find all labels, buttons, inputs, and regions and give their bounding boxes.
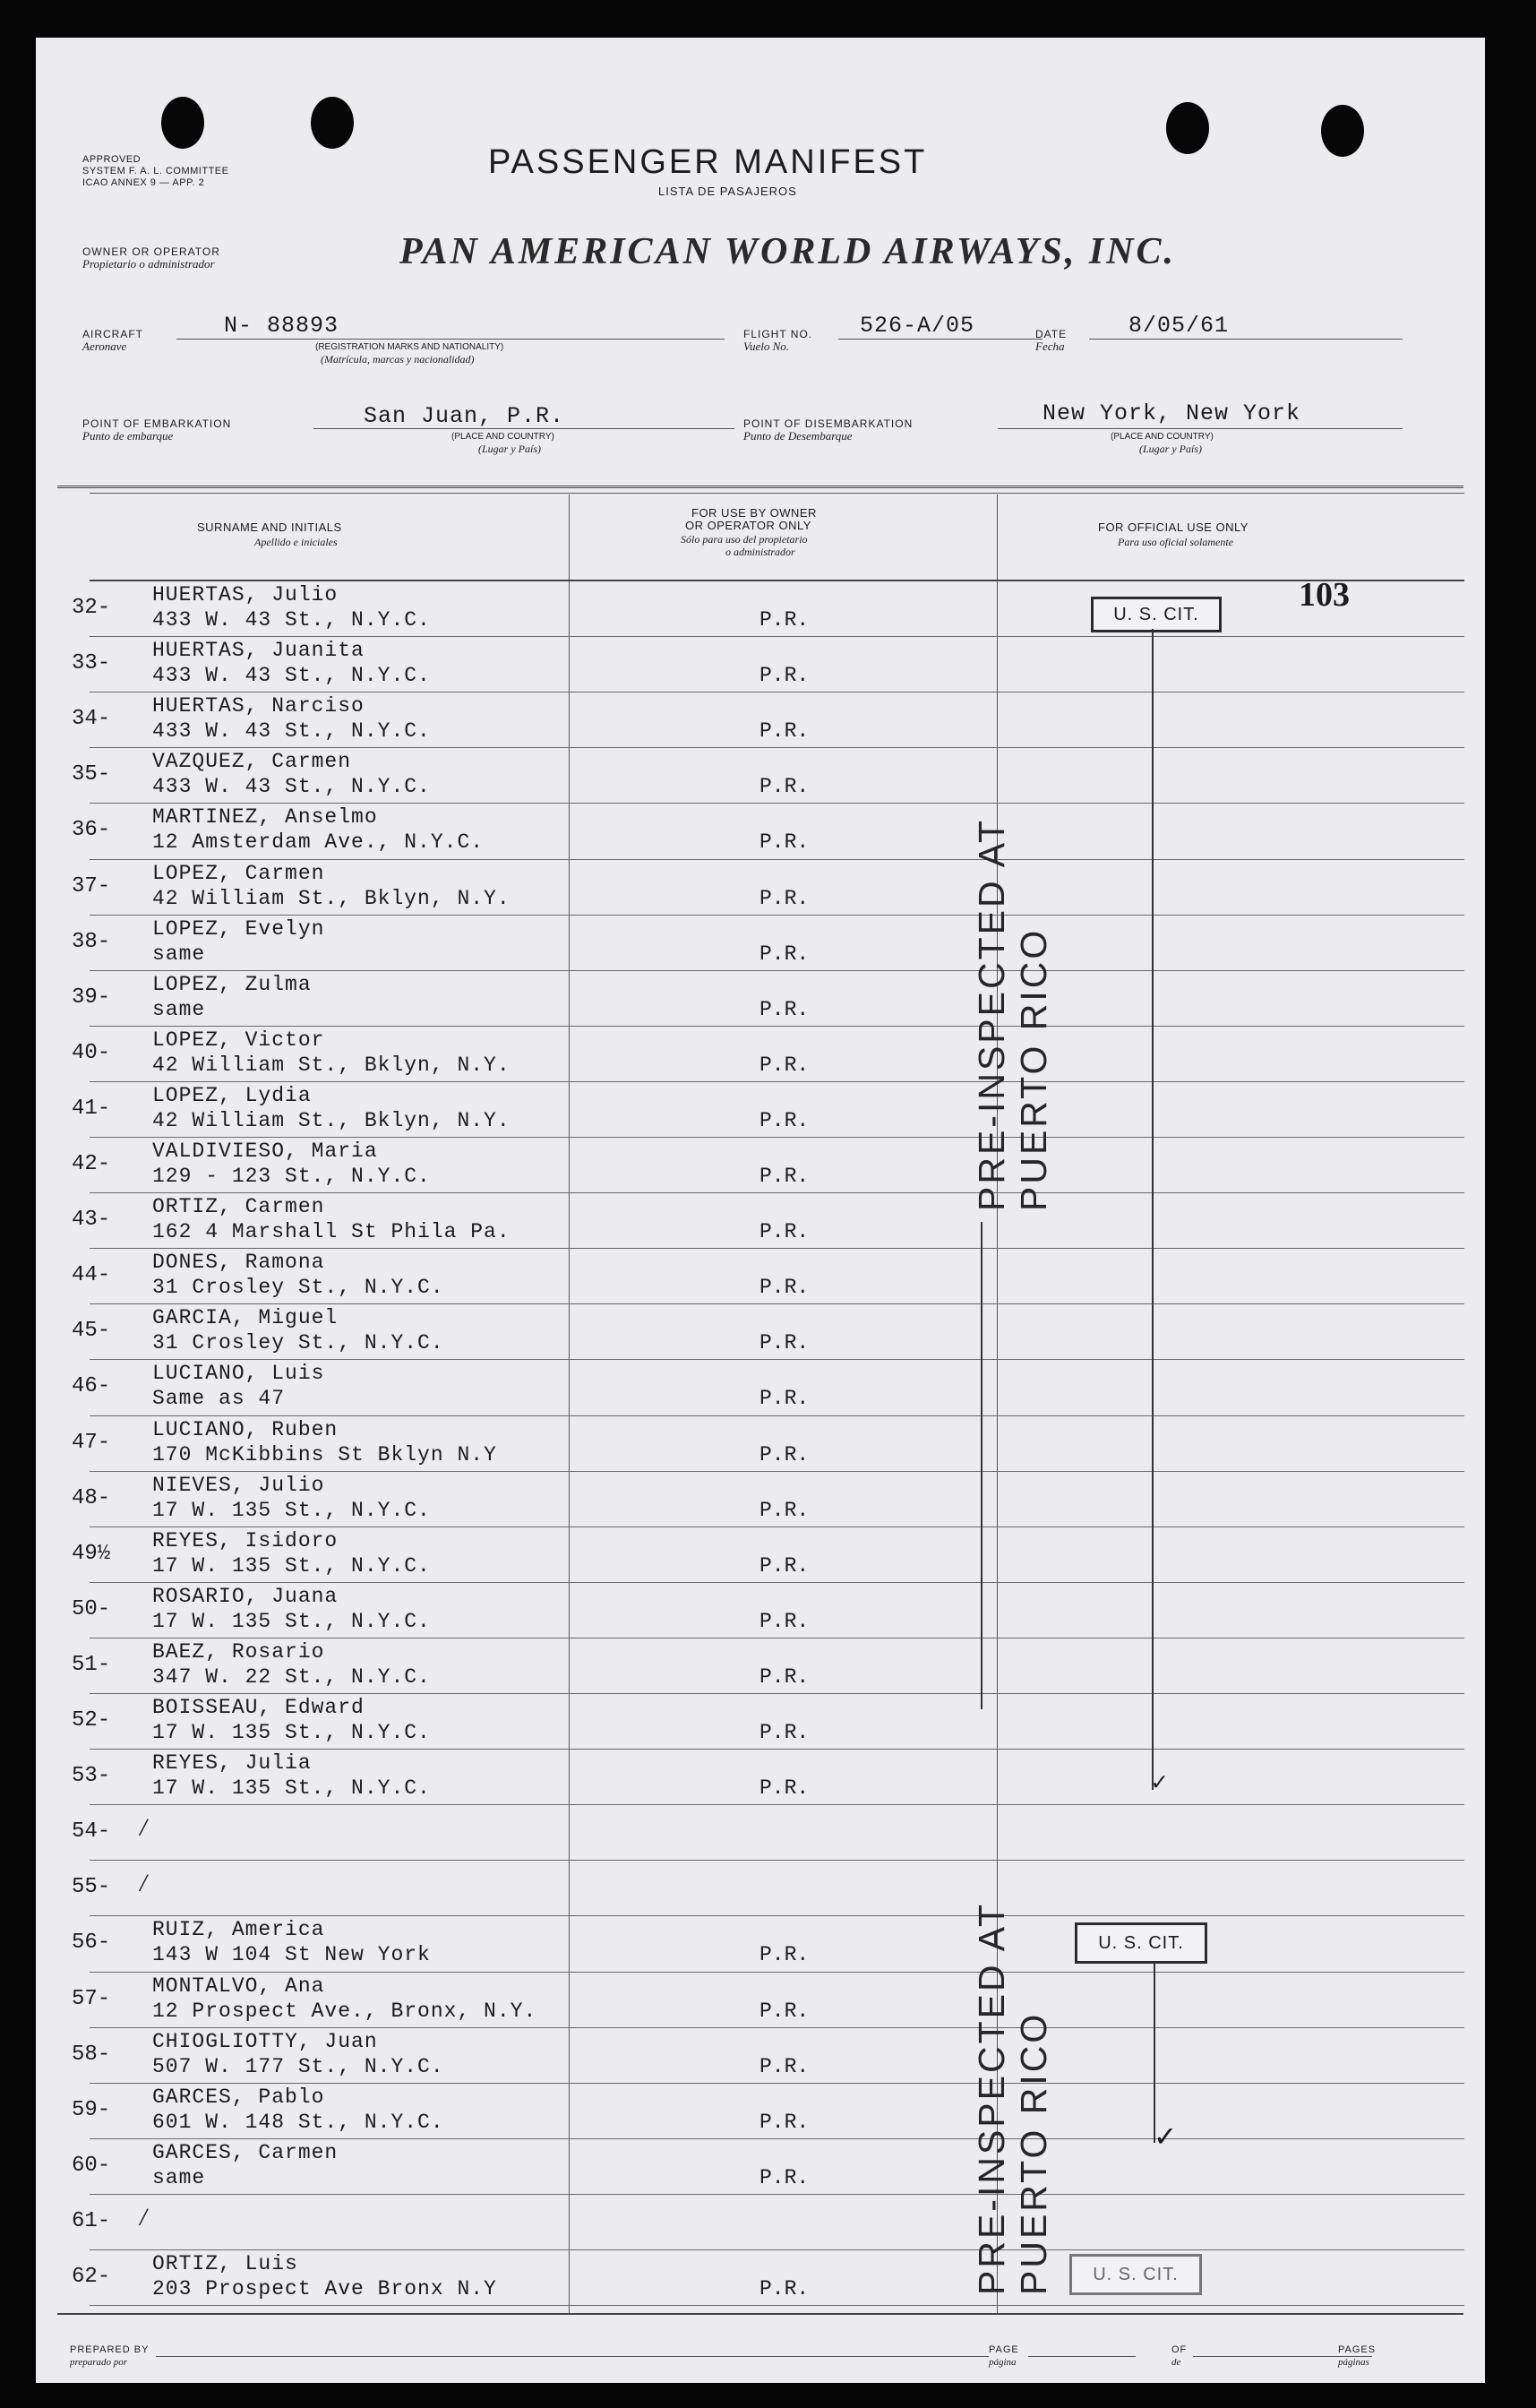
place-label: (PLACE AND COUNTRY) [451, 432, 554, 442]
row-number: 42- [72, 1152, 111, 1176]
row-divider [90, 803, 1464, 804]
embarkation-code: P.R. [759, 1609, 810, 1633]
embarkation-code: P.R. [759, 775, 810, 799]
blank-row-mark: ⁄ [136, 1871, 151, 1900]
passenger-name: GARCIA, Miguel [152, 1306, 339, 1330]
passenger-name: LOPEZ, Zulma [152, 972, 312, 996]
page-subtitle: LISTA DE PASAJEROS [658, 185, 797, 198]
passenger-address: 347 W. 22 St., N.Y.C. [152, 1664, 431, 1689]
row-divider [90, 915, 1464, 916]
row-divider [90, 859, 1464, 860]
passenger-address: 433 W. 43 St., N.Y.C. [152, 608, 431, 632]
passenger-name: LOPEZ, Victor [152, 1028, 325, 1052]
place-label: (PLACE AND COUNTRY) [1111, 432, 1214, 442]
embarkation-code: P.R. [759, 1276, 810, 1300]
row-divider [90, 1192, 1464, 1193]
passenger-address: 143 W 104 St New York [152, 1943, 431, 1967]
embarkation-code: P.R. [759, 608, 810, 632]
col-surname-header-es: Apellido e iniciales [254, 536, 338, 548]
aircraft-label: AIRCRAFT Aeronave [82, 328, 143, 353]
passenger-name: MARTINEZ, Anselmo [152, 805, 378, 830]
row-number: 44- [72, 1263, 111, 1288]
row-number: 51- [72, 1652, 111, 1677]
embarkation-code: P.R. [759, 1220, 810, 1244]
blank-row-mark: ⁄ [136, 2205, 151, 2233]
passenger-address: 31 Crosley St., N.Y.C. [152, 1276, 444, 1300]
embarkation-code: P.R. [759, 1498, 810, 1522]
flight-date: 8/05/61 [1128, 313, 1230, 339]
embarkation-code: P.R. [759, 1943, 810, 1967]
passenger-name: GARCES, Pablo [152, 2085, 325, 2109]
passenger-address: 433 W. 43 St., N.Y.C. [152, 775, 431, 799]
row-divider [90, 1915, 1464, 1916]
blank-row-mark: ⁄ [136, 1816, 151, 1845]
aircraft-registration: N- 88893 [224, 313, 339, 339]
col-operator-header-es: Sólo para uso del propietario [681, 533, 808, 546]
embarkation-code: P.R. [759, 942, 810, 966]
airline-name: PAN AMERICAN WORLD AIRWAYS, INC. [399, 231, 1177, 272]
embarkation-label: POINT OF EMBARKATION Punto de embarque [82, 417, 232, 443]
row-number: 50- [72, 1596, 111, 1621]
passenger-address: 12 Amsterdam Ave., N.Y.C. [152, 830, 485, 855]
flight-number: 526-A/05 [860, 313, 975, 339]
row-number: 62- [72, 2265, 111, 2289]
row-divider [90, 636, 1464, 637]
row-number: 47- [72, 1430, 111, 1455]
passenger-name: NIEVES, Julio [152, 1473, 325, 1497]
row-divider [90, 1248, 1464, 1249]
row-number: 56- [72, 1931, 111, 1956]
date-label: DATE Fecha [1035, 328, 1068, 353]
embarkation-code: P.R. [759, 1664, 810, 1689]
row-number: 41- [72, 1096, 111, 1121]
passenger-name: LOPEZ, Carmen [152, 861, 325, 885]
punch-hole [1321, 105, 1364, 157]
embarkation-code: P.R. [759, 2277, 810, 2300]
passenger-address: 170 McKibbins St Bklyn N.Y [152, 1442, 497, 1466]
passenger-name: CHIOGLIOTTY, Juan [152, 2029, 378, 2053]
passenger-name: LUCIANO, Luis [152, 1362, 325, 1386]
passenger-address: 433 W. 43 St., N.Y.C. [152, 664, 431, 688]
passenger-name: LUCIANO, Ruben [152, 1417, 339, 1441]
row-number: 49½ [72, 1541, 111, 1566]
pre-inspected-stamp: PRE-INSPECTED AT PUERTO RICO [971, 818, 1054, 1211]
row-divider [90, 1526, 1464, 1527]
embarkation-code: P.R. [759, 1165, 810, 1188]
embarkation-code: P.R. [759, 886, 810, 910]
disembarkation-point: New York, New York [1043, 400, 1301, 426]
embarkation-code: P.R. [759, 1776, 810, 1801]
passenger-name: LOPEZ, Lydia [152, 1083, 312, 1107]
prepared-by-label: PREPARED BY preparado por [70, 2344, 150, 2368]
manifest-sheet [36, 38, 1485, 2383]
row-number: 40- [72, 1040, 111, 1065]
row-divider [90, 1693, 1464, 1694]
passenger-address: 42 William St., Bklyn, N.Y. [152, 1108, 511, 1132]
passenger-name: DONES, Ramona [152, 1251, 325, 1275]
passenger-address: 17 W. 135 St., N.Y.C. [152, 1553, 431, 1578]
owner-label: OWNER OR OPERATOR Propietario o administrador [82, 245, 220, 271]
passenger-address: 17 W. 135 St., N.Y.C. [152, 1498, 431, 1522]
pre-inspected-stamp: PRE-INSPECTED AT PUERTO RICO [971, 1902, 1054, 2295]
row-divider [90, 1081, 1464, 1082]
row-divider [90, 1471, 1464, 1472]
row-number: 52- [72, 1708, 111, 1733]
row-number: 34- [72, 707, 111, 732]
passenger-name: BAEZ, Rosario [152, 1639, 325, 1664]
embarkation-code: P.R. [759, 664, 810, 688]
passenger-address: 17 W. 135 St., N.Y.C. [152, 1776, 431, 1801]
passenger-address: 129 - 123 St., N.Y.C. [152, 1165, 431, 1188]
passenger-address: 17 W. 135 St., N.Y.C. [152, 1721, 431, 1744]
us-citizen-box: U. S. CIT. [1069, 2254, 1202, 2295]
row-divider [90, 2138, 1464, 2139]
passenger-name: LOPEZ, Evelyn [152, 916, 325, 941]
row-number: 39- [72, 985, 111, 1010]
row-divider [90, 747, 1464, 748]
passenger-address: 203 Prospect Ave Bronx N.Y [152, 2277, 497, 2300]
col-official-header: FOR OFFICIAL USE ONLY [1098, 520, 1249, 534]
passenger-name: REYES, Isidoro [152, 1528, 339, 1552]
row-number: 37- [72, 873, 111, 899]
page-label: PAGE página [989, 2344, 1019, 2368]
passenger-address: same [152, 997, 206, 1021]
passenger-name: ORTIZ, Luis [152, 2252, 298, 2275]
passenger-name: ORTIZ, Carmen [152, 1195, 325, 1219]
embarkation-code: P.R. [759, 2110, 810, 2134]
row-divider [90, 1804, 1464, 1805]
col-operator-header-es-2: o administrador [725, 546, 795, 558]
passenger-address: Same as 47 [152, 1387, 286, 1411]
passenger-address: 42 William St., Bklyn, N.Y. [152, 1053, 511, 1077]
row-number: 58- [72, 2042, 111, 2067]
embarkation-code: P.R. [759, 830, 810, 855]
passenger-address: same [152, 2165, 206, 2189]
us-citizen-box: U. S. CIT. [1091, 597, 1222, 632]
embarkation-code: P.R. [759, 1108, 810, 1132]
row-divider [90, 1137, 1464, 1138]
row-divider [90, 1359, 1464, 1360]
flight-label: FLIGHT NO. Vuelo No. [743, 328, 813, 353]
passenger-address: 162 4 Marshall St Phila Pa. [152, 1220, 511, 1244]
row-divider [90, 1860, 1464, 1861]
pages-label: PAGES páginas [1338, 2344, 1377, 2368]
row-divider [90, 1749, 1464, 1750]
passenger-address: 17 W. 135 St., N.Y.C. [152, 1609, 431, 1633]
row-divider [90, 2194, 1464, 2195]
row-divider [90, 1972, 1464, 1973]
row-number: 36- [72, 818, 111, 843]
row-number: 59- [72, 2097, 111, 2122]
embarkation-code: P.R. [759, 2165, 810, 2189]
passenger-name: HUERTAS, Julio [152, 583, 339, 606]
embarkation-code: P.R. [759, 2054, 810, 2078]
passenger-address: 433 W. 43 St., N.Y.C. [152, 719, 431, 744]
passenger-address: 42 William St., Bklyn, N.Y. [152, 886, 511, 910]
punch-hole [161, 97, 204, 149]
passenger-name: MONTALVO, Ana [152, 1974, 325, 1998]
passenger-name: VAZQUEZ, Carmen [152, 750, 352, 774]
place-label-es: (Lugar y País) [1139, 443, 1202, 455]
col-operator-header-2: OR OPERATOR ONLY [685, 519, 811, 532]
passenger-name: HUERTAS, Narciso [152, 694, 365, 718]
embarkation-code: P.R. [759, 1387, 810, 1411]
passenger-name: BOISSEAU, Edward [152, 1696, 365, 1719]
embarkation-point: San Juan, P.R. [364, 403, 565, 429]
registration-label-es: (Matrícula, marcas y nacionalidad) [321, 353, 475, 366]
col-surname-header: SURNAME AND INITIALS [197, 520, 342, 534]
embarkation-code: P.R. [759, 719, 810, 744]
passenger-address: 31 Crosley St., N.Y.C. [152, 1331, 444, 1355]
embarkation-code: P.R. [759, 1999, 810, 2023]
approval-note: APPROVED SYSTEM F. A. L. COMMITTEE ICAO ANNEX 9 — APP. 2 [82, 154, 229, 188]
row-divider [90, 1026, 1464, 1027]
page-number-stamp: 103 [1299, 576, 1350, 614]
disembarkation-label: POINT OF DISEMBARKATION Punto de Desembarque [743, 417, 914, 443]
passenger-name: ROSARIO, Juana [152, 1584, 339, 1608]
col-operator-header: FOR USE BY OWNER [691, 506, 817, 520]
row-number: 55- [72, 1875, 111, 1900]
embarkation-code: P.R. [759, 1331, 810, 1355]
row-number: 61- [72, 2208, 111, 2233]
row-divider [90, 1415, 1464, 1416]
passenger-address: 507 W. 177 St., N.Y.C. [152, 2054, 444, 2078]
registration-label: (REGISTRATION MARKS AND NATIONALITY) [315, 342, 504, 352]
passenger-name: VALDIVIESO, Maria [152, 1140, 378, 1163]
punch-hole [311, 97, 354, 149]
row-divider [90, 1303, 1464, 1304]
embarkation-code: P.R. [759, 1053, 810, 1077]
row-number: 46- [72, 1374, 111, 1399]
passenger-name: REYES, Julia [152, 1751, 312, 1776]
col-official-header-es: Para uso oficial solamente [1118, 536, 1233, 548]
passenger-address: same [152, 942, 206, 966]
us-citizen-box: U. S. CIT. [1075, 1922, 1207, 1964]
embarkation-code: P.R. [759, 1553, 810, 1578]
row-number: 43- [72, 1208, 111, 1233]
passenger-name: GARCES, Carmen [152, 2140, 339, 2164]
page-title: PASSENGER MANIFEST [488, 143, 928, 181]
row-number: 45- [72, 1319, 111, 1344]
embarkation-code: P.R. [759, 1721, 810, 1744]
row-divider [90, 2083, 1464, 2084]
check-mark: ✓ [1152, 1770, 1167, 1798]
check-mark: ✓ [1155, 2120, 1175, 2156]
row-number: 35- [72, 762, 111, 787]
row-divider [90, 2249, 1464, 2250]
of-label: OF de [1171, 2344, 1188, 2368]
row-divider [90, 2027, 1464, 2028]
punch-hole [1166, 102, 1209, 154]
row-number: 54- [72, 1819, 111, 1845]
row-number: 60- [72, 2153, 111, 2178]
row-divider [90, 970, 1464, 971]
passenger-name: RUIZ, America [152, 1918, 325, 1942]
passenger-address: 601 W. 148 St., N.Y.C. [152, 2110, 444, 2134]
row-divider [90, 1582, 1464, 1583]
row-number: 57- [72, 1986, 111, 2011]
row-number: 53- [72, 1764, 111, 1789]
embarkation-code: P.R. [759, 1442, 810, 1466]
row-number: 32- [72, 596, 111, 620]
passenger-address: 12 Prospect Ave., Bronx, N.Y. [152, 1999, 537, 2023]
place-label-es: (Lugar y País) [478, 443, 541, 455]
row-number: 38- [72, 929, 111, 954]
passenger-name: HUERTAS, Juanita [152, 639, 365, 663]
row-number: 48- [72, 1485, 111, 1510]
row-number: 33- [72, 651, 111, 676]
embarkation-code: P.R. [759, 997, 810, 1021]
row-divider [90, 2305, 1464, 2306]
